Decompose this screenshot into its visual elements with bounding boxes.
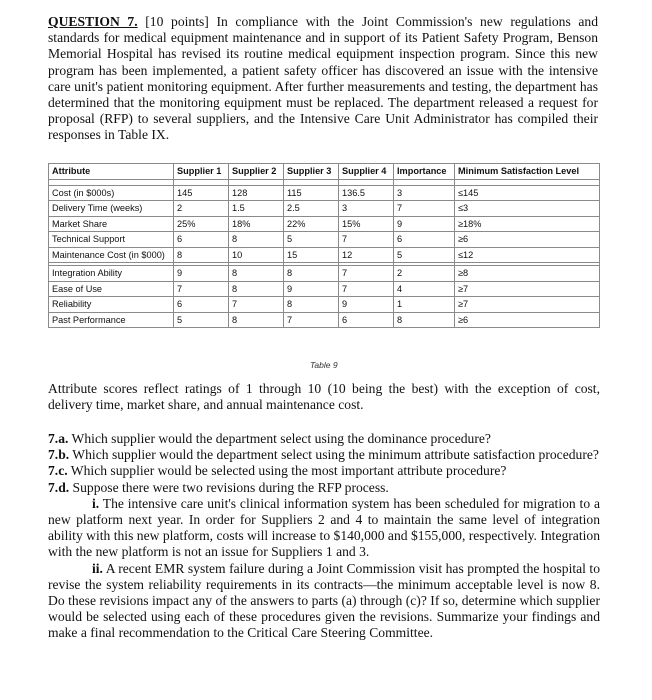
table-cell: ≥6 (455, 232, 600, 248)
table-cell: 5 (284, 232, 339, 248)
table-cell: 7 (174, 281, 229, 297)
table-cell: 8 (284, 297, 339, 313)
subquestion-label: 7.c. (48, 463, 68, 479)
table-cell: 7 (394, 201, 455, 217)
table-row (49, 266, 600, 282)
table-cell: ≥7 (455, 281, 600, 297)
table-cell: 7 (229, 297, 284, 313)
table-row (49, 232, 600, 248)
table-cell: Reliability (49, 297, 174, 313)
table-cell: 12 (339, 247, 394, 263)
subquestion-text: Which supplier would the department select using the minimum attribute satisfaction procedure? (69, 447, 599, 463)
table-cell: 9 (339, 297, 394, 313)
question-intro-text: [10 points] In compliance with the Joint Commission's new regulations and standards for medical equipment maintenance and in support of its Patient Safety Program, Benson Memorial Hospital has revised its routine medical equipment inspection program. Since this new program has been implemented, a patient safety officer has discovered an issue with the intensive care unit's patient monitoring equipment. After further measurements and testing, the department has determined that the monitoring equipment must be replaced. The department released a request for proposal (RFP) to several suppliers, and the Intensive Care Unit Administrator has compiled their responses in Table IX. (48, 14, 599, 143)
table-cell: 115 (284, 185, 339, 201)
subquestion-c (48, 463, 600, 479)
table-cell: Ease of Use (49, 281, 174, 297)
table-row (49, 312, 600, 328)
table-cell: Market Share (49, 216, 174, 232)
table-cell: Cost (in $000s) (49, 185, 174, 201)
table-cell: ≤12 (455, 247, 600, 263)
table-cell: 5 (394, 247, 455, 263)
table-cell: 10 (229, 247, 284, 263)
table-cell: 7 (339, 281, 394, 297)
table-cell: Integration Ability (49, 266, 174, 282)
table-cell: 9 (394, 216, 455, 232)
table-cell: 25% (174, 216, 229, 232)
table-row (49, 201, 600, 217)
table-cell: ≤145 (455, 185, 600, 201)
table-cell: Technical Support (49, 232, 174, 248)
subquestions (48, 431, 600, 642)
table-cell: 6 (174, 297, 229, 313)
table-cell: 4 (394, 281, 455, 297)
table-cell: 7 (339, 266, 394, 282)
table-row (49, 247, 600, 263)
table-caption: Table 9 (310, 360, 338, 370)
table-cell: 15% (339, 216, 394, 232)
table-cell: ≥6 (455, 312, 600, 328)
table-cell: 15 (284, 247, 339, 263)
revision-label: ii. (92, 560, 103, 576)
table-cell: 18% (229, 216, 284, 232)
table-cell: Delivery Time (weeks) (49, 201, 174, 217)
table-cell: 7 (339, 232, 394, 248)
supplier-table (48, 163, 600, 328)
table-cell: 2.5 (284, 201, 339, 217)
header-supplier-4: Supplier 4 (339, 164, 394, 180)
table-cell: 1 (394, 297, 455, 313)
table-cell: 5 (174, 312, 229, 328)
table-cell: 6 (339, 312, 394, 328)
revision-text: The intensive care unit's clinical information system has been scheduled for migration to a new platform next year. In order for Suppliers 2 and 4 to maintain the same level of integration ability with this new platform, costs will increase to $140,000 and $155,000, respectively. Integration with the new platform is not an issue for Suppliers 1 and 3. (48, 495, 600, 560)
revision-text: A recent EMR system failure during a Joint Commission visit has prompted the hospital to revise the system reliability requirements in its contracts—the minimum acceptable level is now 8. Do these revisions impact any of the answers to parts (a) through (c)? If so, determine which supplier would be selected using each of these procedures given the revisions. Summarize your findings and make a final recommendation to the Critical Care Steering Committee. (48, 560, 600, 641)
revision-i (48, 496, 600, 561)
table-cell: 8 (229, 312, 284, 328)
revision-ii (48, 561, 600, 642)
subquestion-label: 7.d. (48, 479, 70, 495)
header-supplier-2: Supplier 2 (229, 164, 284, 180)
table-cell: 128 (229, 185, 284, 201)
table-cell: 8 (229, 232, 284, 248)
table-cell: 8 (394, 312, 455, 328)
table-cell: 1.5 (229, 201, 284, 217)
table-cell: 136.5 (339, 185, 394, 201)
question-intro (48, 14, 598, 144)
table-cell: ≥7 (455, 297, 600, 313)
table-cell: 6 (394, 232, 455, 248)
revision-label: i. (92, 495, 100, 511)
table-cell: Maintenance Cost (in $000) (49, 247, 174, 263)
table-cell: 6 (174, 232, 229, 248)
subquestion-text: Suppose there were two revisions during the RFP process. (69, 479, 389, 495)
table-cell: 8 (284, 266, 339, 282)
table-cell: 2 (174, 201, 229, 217)
table-row (49, 297, 600, 313)
table-header-row (49, 164, 600, 180)
table-cell: ≥8 (455, 266, 600, 282)
subquestion-text: Which supplier would the department select using the dominance procedure? (68, 431, 491, 446)
table-cell: 8 (174, 247, 229, 263)
subquestion-a (48, 431, 600, 447)
question-heading: QUESTION 7. (48, 14, 138, 29)
header-importance: Importance (394, 164, 455, 180)
subquestion-label: 7.a. (48, 431, 69, 446)
table-cell: 145 (174, 185, 229, 201)
table-cell: ≥18% (455, 216, 600, 232)
attribute-note: Attribute scores reflect ratings of 1 through 10 (10 being the best) with the exception of cost, delivery time, market share, and annual maintenance cost. (48, 381, 600, 413)
header-supplier-3: Supplier 3 (284, 164, 339, 180)
table-cell: 8 (229, 266, 284, 282)
table-cell: 7 (284, 312, 339, 328)
table-cell: 22% (284, 216, 339, 232)
table-cell: 2 (394, 266, 455, 282)
table-cell: 9 (174, 266, 229, 282)
subquestion-d (48, 480, 600, 496)
table-row (49, 216, 600, 232)
table-cell: 8 (229, 281, 284, 297)
table-cell: 3 (394, 185, 455, 201)
header-supplier-1: Supplier 1 (174, 164, 229, 180)
subquestion-label: 7.b. (48, 447, 70, 463)
table-cell: 9 (284, 281, 339, 297)
subquestion-text: Which supplier would be selected using the most important attribute procedure? (67, 463, 507, 479)
header-min-satisfaction: Minimum Satisfaction Level (455, 164, 600, 180)
table-cell: ≤3 (455, 201, 600, 217)
header-attribute: Attribute (49, 164, 174, 180)
table-row (49, 185, 600, 201)
table-cell: Past Performance (49, 312, 174, 328)
table-row (49, 281, 600, 297)
subquestion-b (48, 447, 600, 463)
table-cell: 3 (339, 201, 394, 217)
